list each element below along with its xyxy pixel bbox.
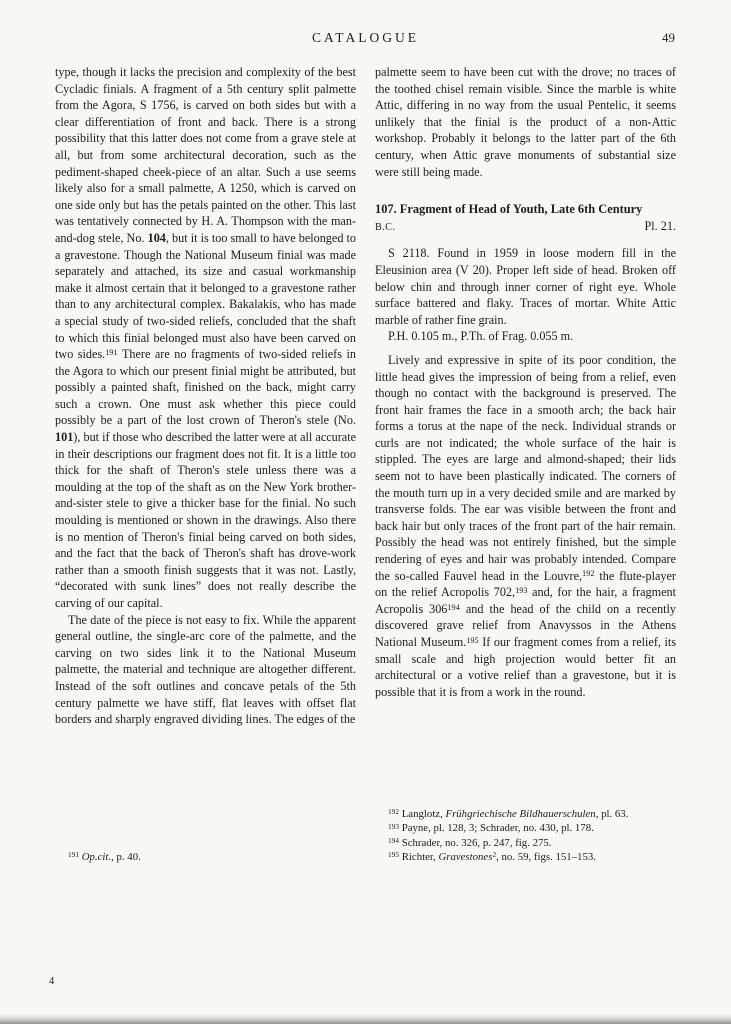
entry-title: 107. Fragment of Head of Youth, Late 6th Century — [375, 202, 643, 217]
entry-measurements: P.H. 0.105 m., P.Th. of Frag. 0.055 m. — [388, 329, 574, 344]
footnote-marker: 192 — [582, 569, 595, 579]
body-paragraph: The date of the piece is not easy to fix. While the apparent general outline, the single-arc core of the palmette, and the carving on two sides link it to the National Museum palmette, the material and technique are altogether different. Instead of the soft outlines and concave petals of the 5th century palmette we have stiff, flat leaves with offset flat borders and sharply engraved dividing lines. The edges of the — [55, 612, 356, 727]
footnote-marker: 195 — [466, 635, 479, 645]
scan-edge-shadow — [0, 1014, 731, 1024]
entry-discussion-paragraph: Lively and expressive in spite of its poor condition, the little head gives the impression of being from a relief, even though no contact with the background is preserved. The front hair frames the face in a smooth arch; the back hair forms a torus at the nape of the neck. Individual strands or curls are not indicated; the whole surface of the hair is stippled. The eyes are large and almond-shaped; their lids seem not to have been plastically indicated. The corners of the mouth turn up in a very decided smile and are marked by transverse folds. The ear was visible between the front and back hair but only traces of the front part of the hair remain. Possibly the head was not entirely finished, but the simple rendering of eyes and hair was probably intended. Compare the so-called Fauvel head in the Louvre,$^{192}$ the flute-player on the relief Acropolis 702,$^{193}$ and, for the hair, a fragment Acropolis $306^{194}$ and the head of the child on a recently discovered grave relief from Anavyssos in the Athens National Museum.$^{195}$ If our fragment comes from a relief, its small scale and high projection would better fit an architectural or a votive relief than a gravestone, but it is possible that it is from a work in the round. — [375, 352, 676, 699]
body-paragraph: palmette seem to have been cut with the drove; no traces of the toothed chisel remain visible. Since the marble is white Attic, differing in no way from the usual Pentelic, it seems unlikely that the finial is the product of a non-Attic workshop. Probably it belongs to the latter part of the 6th century, when Attic grave monuments of substantial size were still being made. — [375, 65, 676, 179]
footnote-191: $^{191}$ Op.cit., p. 40. — [68, 850, 141, 863]
entry-subline — [375, 218, 676, 237]
entry-description-paragraph: S 2118. Found in 1959 in loose modern fill in the Eleusinion area (V 20). Proper left side of head. Broken off below chin and through inner corner of right eye. Whole surface battered and flaky. Traces of mortar. White Attic marble of rather fine grain. — [375, 246, 676, 327]
footnote-marker: 193 — [515, 586, 528, 596]
left-footnotes — [55, 836, 356, 864]
body-paragraph: type, though it lacks the precision and complexity of the best Cycladic finials. A fragment of a 5th century split palmette from the Agora, S 1756, is carved on both sides but with a clear differentiation of front and back. There is a strong possibility that this latter does not come from a grave stele at all, but from some architectural decoration, such as the pediment-shaped cheek-piece of an altar. Such a use seems likely also for a small palmette, A 1250, which is carved on one side only but has the petals painted on the other. This last was tentatively connected by H. A. Thompson with the man-and-dog stele, No. 104, but it is too small to have belonged to a gravestone. Though the National Museum finial was made separately and attached, its size and casual workmanship make it almost certain that it belonged to a gravestone rather than to any architectural complex. Bakalakis, who has made a special study of two-sided reliefs, concluded that the shaft to which this finial belonged must also have been carved on two sides.$^{191}$ There are no fragments of two-sided reliefs in the Agora to which our present finial might be attributed, but possibly a painted shaft, finished on the back, might carry such a crown. One must ask whether this piece could possibly be a part of the lost crown of Theron's stele (No. 101), but if those who described the latter were at all accurate in their descriptions our fragment does not fit. It is a little too thick for the shaft of Theron's stele unless there was a moulding at the top of the shaft as on the New York brother-and-sister stele to give a thicker base for the finial. No such moulding is mentioned or shown in the drawings. Also there is no mention of Theron's finial being carved on both sides, and the fact that the back of Theron's shaft has drove-work rather than a smooth finish suggests that it was not. Lastly, “decorated with sunk lines” does not really describe the carving of our capital. — [55, 65, 356, 610]
page-header-title: CATALOGUE — [312, 30, 419, 45]
right-column — [375, 64, 676, 864]
footnote-marker: 193 — [388, 821, 399, 831]
catalogue-entry-heading — [375, 201, 676, 236]
footnote-marker: 194 — [447, 602, 460, 612]
footnote-marker: 195 — [388, 850, 399, 860]
footnote-marker: 191 — [68, 850, 79, 860]
right-footnotes — [375, 793, 676, 864]
text-block — [0, 50, 731, 864]
page-number: 49 — [662, 30, 675, 45]
footnote-marker: 2 — [492, 850, 497, 860]
footnote-marker: 191 — [105, 347, 118, 357]
running-head — [0, 30, 731, 50]
footnote-193: $^{193}$ Payne, pl. 128, 3; Schrader, no. 430, pl. 178. — [388, 821, 594, 835]
entry-era-label: B.C. — [375, 221, 396, 233]
footnote-marker: 192 — [388, 807, 399, 817]
footnote-194: $^{194}$ Schrader, no. 326, p. 247, fig. 275. — [388, 835, 552, 849]
signature-mark: 4 — [49, 976, 55, 987]
footnote-192: $^{192}$ Langlotz, Frühgriechische Bildhauerschulen, pl. 63. — [388, 807, 629, 821]
left-column — [55, 64, 356, 864]
footnote-marker: 194 — [388, 835, 399, 845]
footnote-195: $^{195}$ Richter, Gravestones$^2$, no. 59, figs. 151–153. — [388, 850, 596, 863]
plate-reference: Pl. 21. — [644, 218, 676, 233]
